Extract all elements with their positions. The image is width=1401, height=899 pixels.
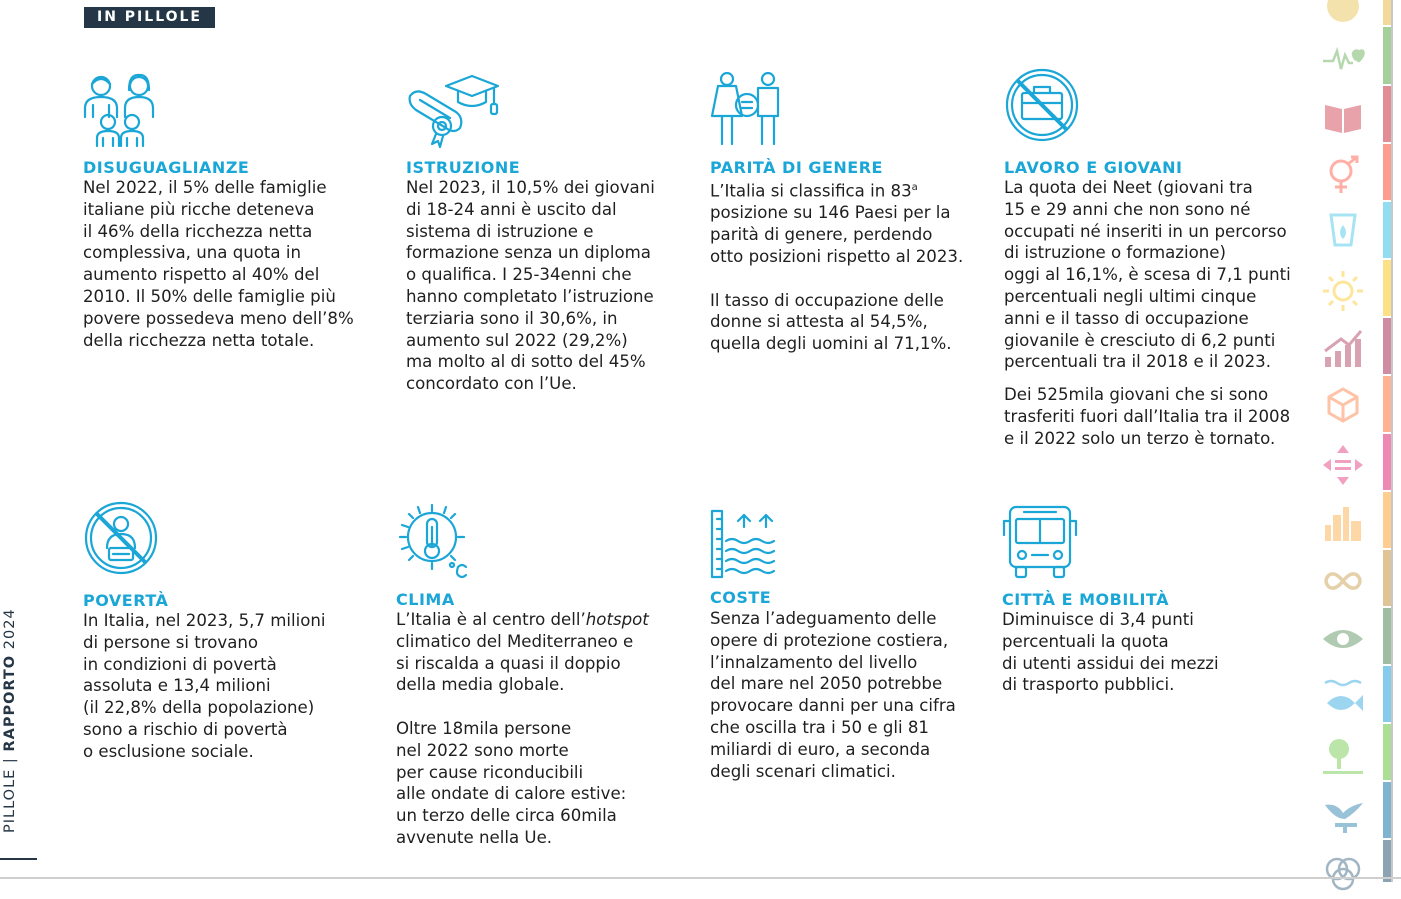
text-line: giovanile è cresciuto di 6,2 punti xyxy=(1004,330,1276,350)
text-line: assoluta e 13,4 milioni xyxy=(83,676,271,696)
card-poverta xyxy=(83,500,383,770)
text-line: Diminuisce di 3,4 punti xyxy=(1002,610,1194,629)
sdg6-water-icon xyxy=(1305,205,1381,261)
sdg-color-tab xyxy=(1383,144,1391,200)
card-body xyxy=(710,608,956,782)
sdg7-energy-icon xyxy=(1305,263,1381,319)
text-line xyxy=(710,177,963,202)
card-body xyxy=(83,177,354,351)
card-body xyxy=(396,609,649,849)
card-body xyxy=(1004,177,1291,450)
side-label-year: 2024 xyxy=(2,608,18,655)
sdg-icon-rail xyxy=(1305,0,1381,882)
text-line: che oscilla tra i 50 e gli 81 xyxy=(710,717,929,737)
sdg-color-tab xyxy=(1383,492,1391,548)
side-rule xyxy=(0,858,37,860)
text-line: italiane più ricche deteneva xyxy=(83,199,315,219)
text-line: o qualifica. I 25-34enni che xyxy=(406,265,632,285)
sdg-color-tab xyxy=(1383,608,1391,664)
text-line: Il tasso di occupazione delle xyxy=(710,290,944,310)
sdg4-book-icon xyxy=(1305,89,1381,145)
text-line: o esclusione sociale. xyxy=(83,741,254,761)
gender-equality-icon xyxy=(710,72,788,150)
card-body xyxy=(406,177,655,395)
card-body xyxy=(83,610,326,763)
text-line: anni e il tasso di occupazione xyxy=(1004,308,1249,328)
text-line: sono a rischio di povertà xyxy=(83,719,288,739)
text-line: trasferiti fuori dall’Italia tra il 2008 xyxy=(1004,406,1291,426)
card-parita xyxy=(710,72,1000,362)
text-line: quella degli uomini al 71,1%. xyxy=(710,334,952,354)
card-citta xyxy=(1002,505,1292,705)
text-line: il 46% della ricchezza netta xyxy=(83,221,313,241)
text-line: parità di genere, perdendo xyxy=(710,225,933,245)
text-line: sistema di istruzione e xyxy=(406,221,594,241)
bus-icon xyxy=(1002,505,1080,579)
superscript: a xyxy=(911,182,918,193)
text-line: di persone si trovano xyxy=(83,632,259,652)
text-line: otto posizioni rispetto al 2023. xyxy=(710,246,964,266)
text-line: hanno completato l’istruzione xyxy=(406,286,654,306)
text-line: Nel 2022, il 5% delle famiglie xyxy=(83,178,327,197)
text-line: Dei 525mila giovani che si sono xyxy=(1004,385,1269,405)
sdg-color-tab xyxy=(1383,0,1391,25)
sdg15-tree-icon xyxy=(1305,727,1381,783)
sdg8-growth-icon xyxy=(1305,321,1381,377)
text-line: di 18-24 anni è uscito dal xyxy=(406,199,617,219)
text-line: povere possedeva meno dell’8% xyxy=(83,308,354,328)
side-label-section: PILLOLE xyxy=(2,768,18,833)
card-title: CITTÀ E MOBILITÀ xyxy=(1002,590,1169,609)
text-fragment: L’Italia è al centro dell’ xyxy=(396,610,586,629)
sdg9-industry-icon xyxy=(1305,379,1381,435)
text-line: In Italia, nel 2023, 5,7 milioni xyxy=(83,611,326,630)
card-title: POVERTÀ xyxy=(83,591,169,610)
sdg-color-tab xyxy=(1383,782,1391,838)
page-bottom-edge xyxy=(0,877,1401,879)
sdg-color-tab xyxy=(1383,724,1391,780)
sdg2-sun-icon xyxy=(1305,0,1381,34)
text-line: Nel 2023, il 10,5% dei giovani xyxy=(406,178,655,197)
text-line: concordato con l’Ue. xyxy=(406,374,577,394)
card-disuguaglianze xyxy=(83,72,383,362)
sdg-color-tab xyxy=(1383,86,1391,142)
text-line: della ricchezza netta totale. xyxy=(83,330,315,350)
text-line: La quota dei Neet (giovani tra xyxy=(1004,178,1253,197)
card-title: DISUGUAGLIANZE xyxy=(83,158,250,177)
text-line: percentuali tra il 2018 e il 2023. xyxy=(1004,352,1271,372)
text-fragment: L’Italia si classifica in 83 xyxy=(710,181,912,201)
text-line: ma molto al di sotto del 45% xyxy=(406,352,646,372)
text-line: in condizioni di povertà xyxy=(83,654,277,674)
text-line: avvenute nella Ue. xyxy=(396,827,553,847)
family-icon xyxy=(83,72,161,150)
sea-level-icon xyxy=(710,509,788,579)
sdg12-infinity-icon xyxy=(1305,553,1381,609)
text-line: l’innalzamento del livello xyxy=(710,652,918,672)
text-fragment-italic: hotspot xyxy=(585,610,649,629)
text-line: aumento rispetto al 40% del xyxy=(83,265,320,285)
text-line: percentuali la quota xyxy=(1002,631,1169,651)
sdg13-eye-icon xyxy=(1305,611,1381,667)
card-title: ISTRUZIONE xyxy=(406,158,521,177)
sdg17-rings-icon xyxy=(1305,843,1381,899)
text-line: degli scenari climatici. xyxy=(710,761,896,781)
card-lavoro xyxy=(1004,67,1300,457)
text-line: di trasporto pubblici. xyxy=(1002,675,1175,695)
no-poverty-icon xyxy=(83,500,161,578)
card-clima xyxy=(396,503,686,853)
graduation-icon xyxy=(406,72,502,150)
page-edge xyxy=(1391,0,1393,882)
text-line: un terzo delle circa 60mila xyxy=(396,806,617,826)
text-line: opere di protezione costiera, xyxy=(710,630,949,650)
text-line: complessiva, una quota in xyxy=(83,243,301,263)
sdg-color-tab xyxy=(1383,260,1391,316)
sdg-color-tab xyxy=(1383,318,1391,374)
text-line: miliardi di euro, a seconda xyxy=(710,739,931,759)
sdg16-dove-icon xyxy=(1305,785,1381,841)
text-line: occupati né inseriti in un percorso xyxy=(1004,221,1287,241)
text-line: nel 2022 sono morte xyxy=(396,740,569,760)
text-line: del mare nel 2050 potrebbe xyxy=(710,674,943,694)
sdg-color-tab xyxy=(1383,550,1391,606)
sdg-color-tab xyxy=(1383,840,1391,882)
text-line: oggi al 16,1%, è scesa di 7,1 punti xyxy=(1004,265,1291,285)
text-line: terziaria sono il 30,6%, in xyxy=(406,308,618,328)
text-line: della media globale. xyxy=(396,675,565,695)
sdg-color-tab xyxy=(1383,666,1391,722)
text-line: per cause riconducibili xyxy=(396,762,584,782)
text-line: climatico del Mediterraneo e xyxy=(396,631,634,651)
sdg-color-tab xyxy=(1383,202,1391,258)
text-line: donne si attesta al 54,5%, xyxy=(710,312,928,332)
text-line: e il 2022 solo un terzo è tornato. xyxy=(1004,428,1276,448)
text-line: provocare danni per una cifra xyxy=(710,696,956,716)
sdg-color-tab xyxy=(1383,376,1391,432)
card-title: CLIMA xyxy=(396,590,455,609)
text-line: Senza l’adeguamento delle xyxy=(710,609,937,628)
sdg5-gender-icon xyxy=(1305,147,1381,203)
text-line: Oltre 18mila persone xyxy=(396,718,572,738)
text-line: percentuali negli ultimi cinque xyxy=(1004,286,1257,306)
card-title: LAVORO E GIOVANI xyxy=(1004,158,1183,177)
text-line: 15 e 29 anni che non sono né xyxy=(1004,199,1251,219)
card-title: PARITÀ DI GENERE xyxy=(710,158,883,177)
text-line: 2010. Il 50% delle famiglie più xyxy=(83,286,336,306)
text-line: alle ondate di calore estive: xyxy=(396,784,627,804)
text-line: (il 22,8% della popolazione) xyxy=(83,698,315,718)
side-label-report: RAPPORTO xyxy=(2,654,18,752)
text-line: aumento sul 2022 (29,2%) xyxy=(406,330,628,350)
sdg11-city-icon xyxy=(1305,495,1381,551)
card-coste xyxy=(710,509,1000,789)
text-line: di istruzione o formazione) xyxy=(1004,243,1226,263)
sdg-color-tab xyxy=(1383,434,1391,490)
card-title: COSTE xyxy=(710,588,772,607)
sdg14-fish-icon xyxy=(1305,669,1381,725)
sdg3-health-icon xyxy=(1305,31,1381,87)
text-line: formazione senza un diploma xyxy=(406,243,651,263)
side-running-head xyxy=(2,608,18,833)
text-line xyxy=(396,609,649,631)
card-body xyxy=(1002,609,1219,696)
sdg10-inequality-icon xyxy=(1305,437,1381,493)
sdg-color-tab xyxy=(1383,27,1391,84)
text-line: di utenti assidui dei mezzi xyxy=(1002,653,1219,673)
thermometer-sun-icon xyxy=(396,503,474,581)
no-work-icon xyxy=(1004,67,1082,145)
text-line: posizione su 146 Paesi per la xyxy=(710,203,951,223)
section-badge: IN PILLOLE xyxy=(84,7,215,28)
card-istruzione xyxy=(406,72,696,402)
card-body xyxy=(710,177,963,355)
text-line: si riscalda a quasi il doppio xyxy=(396,653,621,673)
side-label-separator: | xyxy=(2,751,18,769)
